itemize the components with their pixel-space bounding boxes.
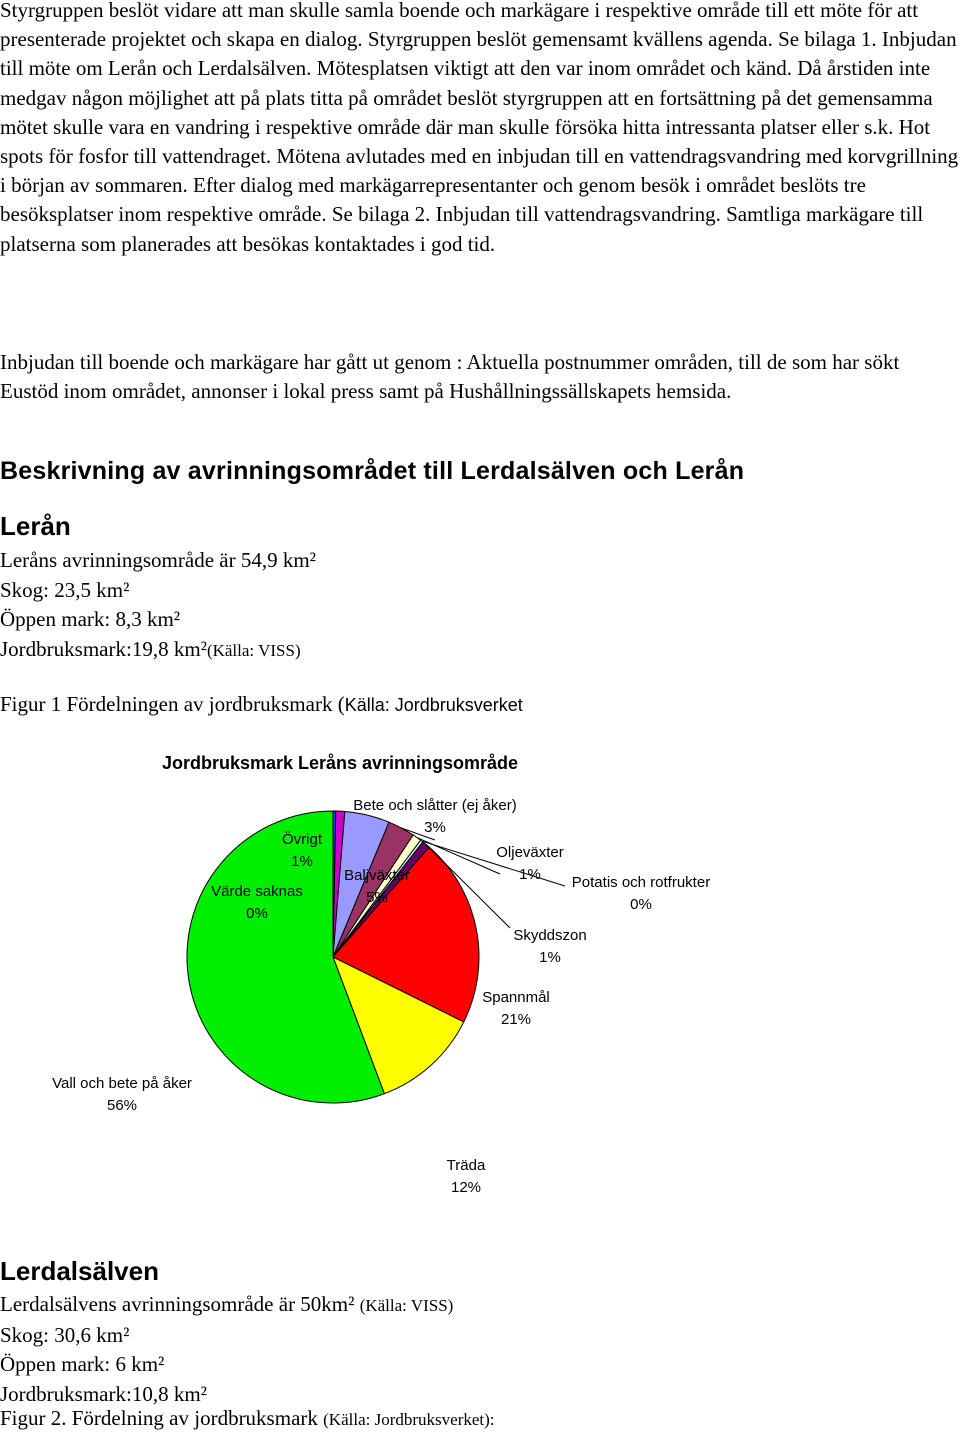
figure-2-caption bbox=[0, 1406, 495, 1431]
lerdal-skog: Skog: 30,6 km² bbox=[0, 1322, 130, 1347]
figure-1-caption bbox=[0, 692, 523, 717]
chart-title: Jordbruksmark Leråns avrinningsområde bbox=[161, 753, 519, 773]
leran-source: (Källa: VISS) bbox=[206, 640, 301, 660]
slice-label-ovrigt: Övrigt bbox=[281, 831, 323, 848]
lerdalsalven-heading: Lerdalsälven bbox=[0, 1256, 159, 1286]
pie-chart bbox=[0, 740, 960, 1210]
slice-pct-bete-och-slatter-ej-aker: 3% bbox=[424, 819, 446, 836]
slice-label-oljevaxter: Oljeväxter bbox=[496, 844, 564, 861]
leran-oppen-mark: Öppen mark: 8,3 km² bbox=[0, 607, 181, 631]
body-paragraph-1: Styrgruppen beslöt vidare att man skulle samla boende och markägare i respektive område till ett möte för att presenterade projektet och skapa en dialog. Styrgruppen beslöt gemensamt kvällens agenda. Se bilaga 1. Inbjudan till möte om Lerån och Lerdalsälven. Mötesplatsen viktigt att den var inom området och känd. Då årstiden inte medgav någon möjlighet att på plats titta på området beslöt styrgruppen att en fortsättning på det gemensamma mötet skulle vara en vandring i respektive område där man skulle försöka hitta intressanta platser eller s.k. Hot spots för fosfor till vattendraget. Mötena avlutades med en inbjudan till en vattendragsvandring med korvgrillning i början av sommaren. Efter dialog med markägarrepresentanter och genom besök i området beslöts tre besöksplatser inom respektive område. Se bilaga 2. Inbjudan till vattendragsvandring. Samtliga markägare till platserna som planerades att besökas kontaktades i god tid. bbox=[0, 0, 959, 256]
leran-stats bbox=[0, 546, 316, 665]
lerdal-oppen-mark: Öppen mark: 6 km² bbox=[0, 1352, 165, 1376]
figure-2-caption-text: Figur 2. Fördelning av jordbruksmark bbox=[0, 1406, 318, 1430]
slice-pct-varde-saknas: 0% bbox=[246, 905, 268, 922]
leran-jordbruksmark bbox=[0, 635, 316, 666]
leran-area: Leråns avrinningsområde är 54,9 km² bbox=[0, 548, 316, 572]
slice-pct-spannmal: 21% bbox=[500, 1011, 532, 1028]
slice-label-spannmal: Spannmål bbox=[482, 989, 550, 1006]
slice-pct-potatis-och-rotfrukter: 0% bbox=[630, 896, 652, 913]
slice-label-skyddszon: Skyddszon bbox=[513, 927, 587, 944]
slice-pct-trada: 12% bbox=[450, 1179, 482, 1196]
slice-pct-oljevaxter: 1% bbox=[519, 866, 541, 883]
slice-label-vall-och-bete-pa-aker: Vall och bete på åker bbox=[52, 1075, 192, 1092]
body-paragraph-2: Inbjudan till boende och markägare har gått ut genom : Aktuella postnummer områden, till de som har sökt Eustöd inom området, annonser i lokal press samt på Hushållningssällskapets hemsida. bbox=[0, 350, 900, 404]
slice-label-bete-och-slatter-ej-aker: Bete och slåtter (ej åker) bbox=[353, 797, 517, 814]
slice-pct-skyddszon: 1% bbox=[539, 949, 561, 966]
leran-skog: Skog: 23,5 km² bbox=[0, 577, 130, 602]
slice-label-varde-saknas: Värde saknas bbox=[211, 883, 303, 900]
lerdal-area: Lerdalsälvens avrinningsområde är 50km² bbox=[0, 1292, 355, 1316]
slice-pct-vall-och-bete-pa-aker: 56% bbox=[106, 1097, 138, 1114]
slice-label-baljvaxter: Baljväxter bbox=[344, 867, 410, 884]
section-heading: Beskrivning av avrinningsområdet till Lerdalsälven och Lerån bbox=[0, 457, 745, 485]
slice-label-trada: Träda bbox=[446, 1157, 486, 1174]
figure-2-caption-source: (Källa: Jordbruksverket): bbox=[323, 1410, 495, 1429]
slice-pct-baljvaxter: 5% bbox=[366, 889, 388, 906]
figure-1-caption-source: Källa: Jordbruksverket bbox=[344, 695, 523, 715]
slice-label-potatis-och-rotfrukter: Potatis och rotfrukter bbox=[571, 874, 711, 891]
leran-heading: Lerån bbox=[0, 511, 71, 541]
lerdal-source: (Källa: VISS) bbox=[359, 1296, 454, 1315]
lerdal-area-line bbox=[0, 1290, 453, 1321]
pie-slices bbox=[187, 811, 479, 1103]
lerdal-jordbruksmark: Jordbruksmark:10,8 km² bbox=[0, 1381, 207, 1406]
figure-1-caption-text: Figur 1 Fördelningen av jordbruksmark ( bbox=[0, 692, 345, 716]
slice-pct-ovrigt: 1% bbox=[291, 853, 313, 870]
lerdalsalven-stats bbox=[0, 1290, 453, 1409]
leran-jordbruk-value: Jordbruksmark:19,8 km² bbox=[0, 636, 207, 661]
